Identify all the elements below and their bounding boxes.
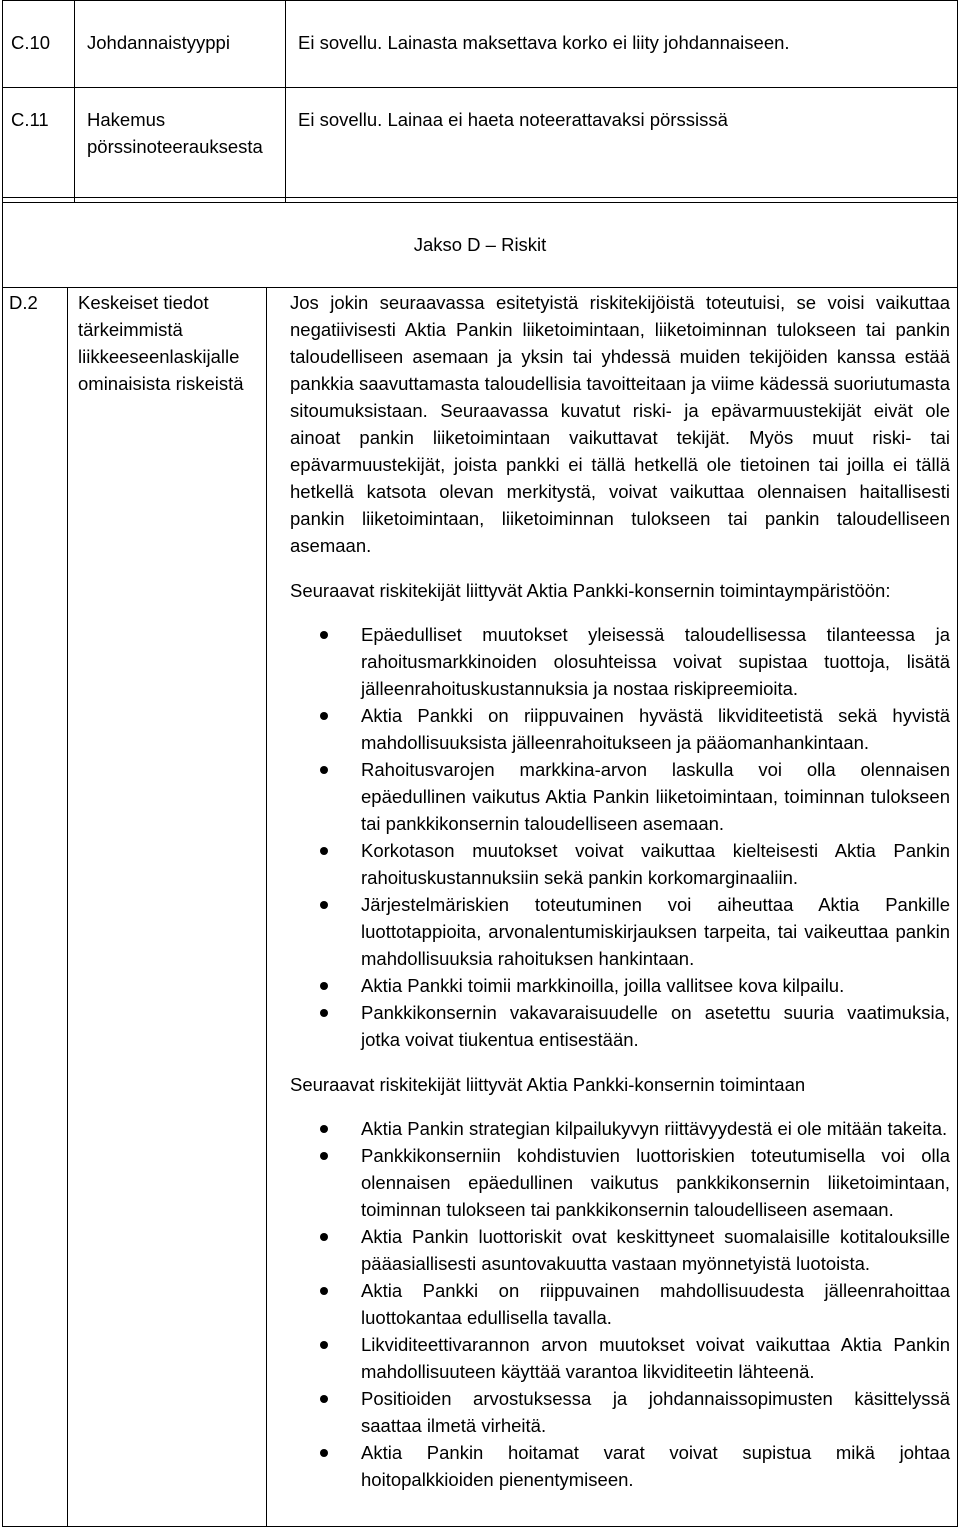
- bullet-icon: [320, 1125, 328, 1133]
- table-row: [3, 88, 958, 203]
- row-value: Ei sovellu. Lainaa ei haeta noteerattavaksi pörssissä: [286, 88, 958, 203]
- bullet-icon: [320, 766, 328, 774]
- section-body: [290, 287, 950, 1493]
- list-item: [290, 756, 950, 837]
- bullet-icon: [320, 1009, 328, 1017]
- section-id: D.2: [9, 292, 38, 313]
- list-item-text: Aktia Pankin hoitamat varat voivat supistua mikä johtaa hoitopalkkioiden pienentymiseen.: [361, 1442, 950, 1490]
- list-item-text: Pankkikonserniin kohdistuvien luottoriskien toteutumisella voi olla olennaisen epäedullinen vaikutus pankkikonsernin liiketoimintaan, toiminnan tulokseen tai pankkikonsernin taloudelliseen asemaan.: [361, 1145, 950, 1220]
- list-item: [290, 1142, 950, 1223]
- list-item-text: Aktia Pankin luottoriskit ovat keskittyneet suomalaisille kotitalouksille pääasiallisesti asuntovakuutta vastaan myönnetyistä luotoista.: [361, 1226, 950, 1274]
- list-item-text: Pankkikonsernin vakavaraisuudelle on asetettu suuria vaatimuksia, jotka voivat tiukentua entisestään.: [361, 1002, 950, 1050]
- bullet-icon: [320, 847, 328, 855]
- list-item-text: Korkotason muutokset voivat vaikuttaa kielteisesti Aktia Pankin rahoituskustannuksiin sekä pankin korkomarginaaliin.: [361, 840, 950, 888]
- list-item: [290, 972, 950, 999]
- bullet-icon: [320, 631, 328, 639]
- row-value: Ei sovellu. Lainasta maksettava korko ei liity johdannaiseen.: [286, 1, 958, 88]
- list-item-text: Aktia Pankki on riippuvainen hyvästä likviditeetistä sekä hyvistä mahdollisuuksista jälleenrahoitukseen ja pääomanhankintaan.: [361, 705, 950, 753]
- list-item: [290, 1439, 950, 1493]
- list-item: [290, 621, 950, 702]
- row-id: C.10: [3, 1, 75, 88]
- bullet-icon: [320, 1233, 328, 1241]
- list-item: [290, 1277, 950, 1331]
- list-item-text: Positioiden arvostuksessa ja johdannaissopimusten käsittelyssä saattaa ilmetä virheitä.: [361, 1388, 950, 1436]
- section-title-cell: [68, 287, 267, 1526]
- list-item: [290, 1223, 950, 1277]
- list-item-text: Aktia Pankin strategian kilpailukyvyn riittävyydestä ei ole mitään takeita.: [361, 1118, 948, 1139]
- section-row-title: Keskeiset tiedot tärkeimmistä liikkeeseenlaskijalle ominaisista riskeistä: [78, 292, 244, 394]
- list-item-text: Rahoitusvarojen markkina-arvon laskulla voi olla olennaisen epäedullinen vaikutus Aktia Pankin liiketoimintaan, toiminnan tulokseen tai pankkikonsernin taloudelliseen asemaan.: [361, 759, 950, 834]
- section-id-cell: [3, 287, 68, 1526]
- bullet-icon: [320, 1341, 328, 1349]
- bullet-icon: [320, 1449, 328, 1457]
- list-item: [290, 702, 950, 756]
- section-header: [3, 198, 957, 288]
- list-item-text: Järjestelmäriskien toteutuminen voi aiheuttaa Aktia Pankille luottotappioita, arvonalentumiskirjauksen tarpeita, tai vaikeuttaa pankin mahdollisuuksia rahoituksen hankintaan.: [361, 894, 950, 969]
- bullet-icon: [320, 1152, 328, 1160]
- bullet-icon: [320, 1395, 328, 1403]
- row-id: C.11: [3, 88, 75, 203]
- bullet-icon: [320, 712, 328, 720]
- environment-risk-list: [290, 621, 950, 1053]
- section-title: Jakso D – Riskit: [413, 234, 547, 255]
- bullet-icon: [320, 901, 328, 909]
- list-item-text: Likviditeettivarannon arvon muutokset voivat vaikuttaa Aktia Pankin mahdollisuuteen käyttää varantoa likviditeetin lähteenä.: [361, 1334, 950, 1382]
- risk-section: [2, 197, 958, 1527]
- list-heading-environment: Seuraavat riskitekijät liittyvät Aktia Pankki-konsernin toimintaympäristöön:: [290, 580, 891, 601]
- table-row: [3, 1, 958, 88]
- list-item: [290, 1115, 950, 1142]
- list-item: [290, 1331, 950, 1385]
- info-table: [2, 0, 958, 203]
- list-item-text: Aktia Pankki on riippuvainen mahdollisuudesta jälleenrahoittaa luottokantaa edullisella tavalla.: [361, 1280, 950, 1328]
- list-item: [290, 891, 950, 972]
- list-item: [290, 999, 950, 1053]
- list-item: [290, 837, 950, 891]
- list-item-text: Aktia Pankki toimii markkinoilla, joilla vallitsee kova kilpailu.: [361, 975, 845, 996]
- operations-risk-list: [290, 1115, 950, 1493]
- row-title: Hakemus pörssinoteerauksesta: [75, 88, 286, 203]
- intro-paragraph: Jos jokin seuraavassa esitetyistä riskitekijöistä toteutuisi, se voisi vaikuttaa negatiivisesti Aktia Pankin liiketoimintaan, liiketoiminnan tulokseen tai pankin taloudelliseen asemaan ja yksin tai yhdessä muiden tekijöiden kanssa estää pankkia saavuttamasta taloudellisia tavoitteitaan ja viime kädessä suoriutumasta sitoumuksistaan. Seuraavassa kuvatut riski- ja epävarmuustekijät eivät ole ainoat pankin liiketoimintaan vaikuttavat tekijät. Myös muut riski- tai epävarmuustekijät, joista pankki ei tällä hetkellä ole tietoinen tai joilla ei tällä hetkellä katsota olevan merkitystä, voivat vaikuttaa olennaisen haitallisesti pankin liiketoimintaan, liiketoiminnan tulokseen tai pankin taloudelliseen asemaan.: [290, 292, 950, 556]
- list-heading-operations: Seuraavat riskitekijät liittyvät Aktia Pankki-konsernin toimintaan: [290, 1074, 806, 1095]
- row-title: Johdannaistyyppi: [75, 1, 286, 88]
- bullet-icon: [320, 982, 328, 990]
- bullet-icon: [320, 1287, 328, 1295]
- list-item-text: Epäedulliset muutokset yleisessä taloudellisessa tilanteessa ja rahoitusmarkkinoiden olosuhteissa voivat supistaa tuottoja, lisätä jälleenrahoituskustannuksia ja nostaa riskipreemioita.: [361, 624, 950, 699]
- list-item: [290, 1385, 950, 1439]
